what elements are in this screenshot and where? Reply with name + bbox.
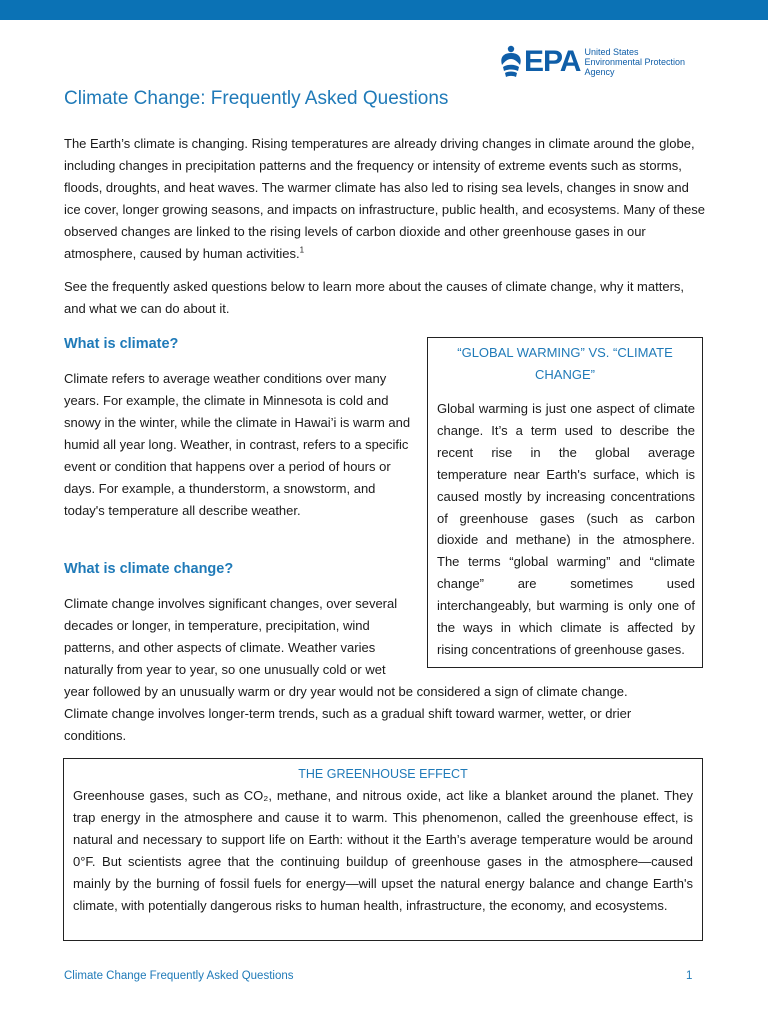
intro-paragraph — [64, 133, 706, 265]
sidebar-body: Global warming is just one aspect of climate change. It’s a term used to describe the recent rise in the global average temperature near Earth's surface, which is caused mostly by increasing concentrations of greenhouse gases (such as carbon dioxide and methane) in the atmosphere. The terms “global warming” and “climate change” are sometimes used interchangeably, but warming is only one of the ways in which climate is affected by rising concentrations of greenhouse gases. — [437, 401, 695, 657]
footer-document-title: Climate Change Frequently Asked Questions — [64, 970, 294, 982]
heading-what-is-climate-change: What is climate change? — [64, 561, 234, 577]
greenhouse-effect-box — [63, 758, 703, 941]
agency-line: United States — [584, 47, 639, 57]
footnote-marker: 1 — [299, 245, 305, 255]
body-line: naturally from year to year, so one unusually cold or wet — [64, 662, 386, 677]
epa-wordmark: EPA — [524, 45, 581, 78]
body-line: patterns, and other aspects of climate. Weather varies — [64, 640, 376, 655]
sidebar-title: “GLOBAL WARMING” VS. “CLIMATE CHANGE” — [457, 345, 673, 382]
epa-flower-icon — [499, 44, 523, 80]
page-title: Climate Change: Frequently Asked Questions — [64, 88, 449, 109]
greenhouse-effect-title: THE GREENHOUSE EFFECT — [298, 767, 468, 781]
agency-line: Environmental Protection — [584, 57, 686, 67]
heading-what-is-climate: What is climate? — [64, 336, 179, 352]
agency-line: Agency — [584, 67, 615, 77]
body-line: year followed by an unusually warm or dry year would not be considered a sign of climate change. — [64, 684, 628, 699]
body-line: Climate change involves longer-term trends, such as a gradual shift toward warmer, wetter, or drier — [64, 706, 632, 721]
greenhouse-effect-body: Greenhouse gases, such as CO₂, methane, and nitrous oxide, act like a blanket around the planet. They trap energy in the atmosphere and cause it to warm. This phenomenon, called the greenhouse effect, is natural and necessary to support life on Earth: without it the Earth’s average temperature would be around 0°F. But scientists agree that the continuing buildup of greenhouse gases in the atmosphere—caused mainly by the burning of fossil fuels for energy—will upset the natural energy balance and change Earth's climate, with potentially dangerous risks to human health, infrastructure, the economy, and ecosystems. — [73, 788, 693, 913]
what-is-climate-body: Climate refers to average weather conditions over many years. For example, the climate in Minnesota is cold and snowy in the winter, while the climate in Hawai’i is warm and humid all year long. Weather, in contrast, refers to a specific event or condition that happens over a period of hours or days. For example, a thunderstorm, a snowstorm, and today's temperature all describe weather. — [64, 371, 411, 518]
body-line: Climate change involves significant changes, over several — [64, 596, 398, 611]
epa-logo — [499, 42, 685, 82]
intro-paragraph-2: See the frequently asked questions below to learn more about the causes of climate change, why it matters, and what we can do about it. — [64, 279, 685, 316]
body-line: conditions. — [64, 728, 127, 743]
global-warming-sidebar — [427, 337, 703, 668]
top-color-band — [0, 0, 768, 20]
body-line: decades or longer, in temperature, precipitation, wind — [64, 618, 370, 633]
agency-name — [584, 47, 685, 77]
intro-paragraph-text: The Earth’s climate is changing. Rising temperatures are already driving changes in climate around the globe, including changes in precipitation patterns and the frequency or intensity of extreme events such as storms, floods, droughts, and heat waves. The warmer climate has also led to rising sea levels, changes in snow and ice cover, longer growing seasons, and impacts on infrastructure, public health, and ecosystems. Many of these observed changes are linked to the rising levels of carbon dioxide and other greenhouse gases in our atmosphere, caused by human activities. — [64, 136, 705, 261]
page-number: 1 — [686, 970, 693, 982]
